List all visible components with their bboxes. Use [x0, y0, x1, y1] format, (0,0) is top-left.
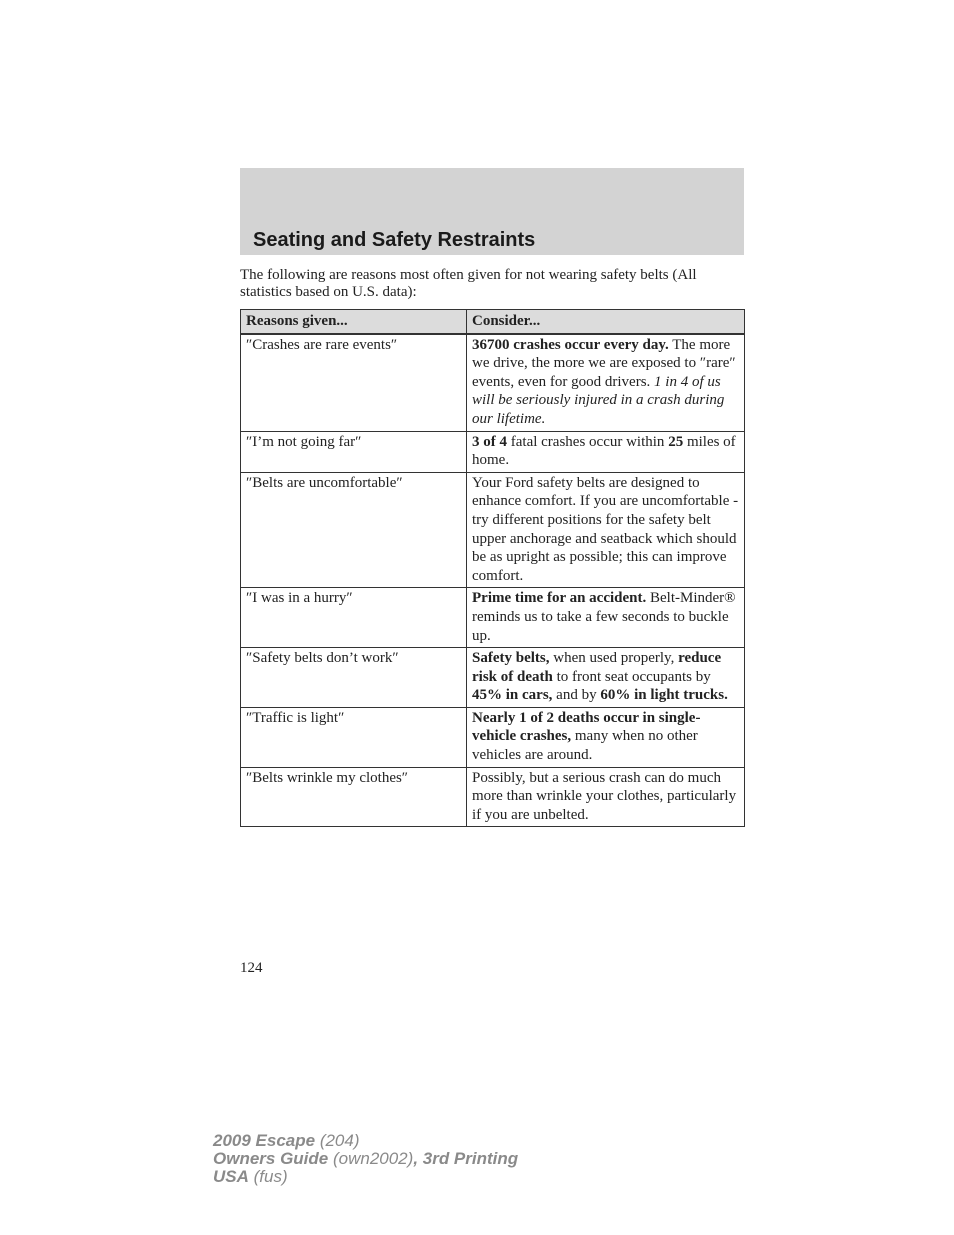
- footer-line-2: [213, 1150, 518, 1168]
- text-run: 2009 Escape: [213, 1131, 316, 1150]
- text-run: 36700 crashes occur every day.: [472, 336, 669, 353]
- reasons-table: [240, 309, 745, 827]
- text-run: Possibly, but a serious crash can do much more than wrinkle your clothes, particularly if you are unbelted.: [472, 769, 737, 823]
- table-row: [241, 334, 745, 431]
- text-run: 3 of 4: [472, 433, 507, 450]
- reason-cell: ″Traffic is light″: [241, 707, 467, 767]
- consider-cell: [467, 431, 745, 472]
- header-consider: Consider...: [467, 310, 745, 334]
- consider-cell: [467, 472, 745, 588]
- text-run: 45% in cars,: [472, 687, 553, 704]
- text-run: , 3rd Printing: [413, 1149, 519, 1168]
- table-row: [241, 472, 745, 588]
- table-header-row: [241, 310, 745, 334]
- page-number: 124: [240, 960, 263, 976]
- intro-paragraph: The following are reasons most often given for not wearing safety belts (All statistics based on U.S. data):: [240, 267, 697, 300]
- table-row: [241, 648, 745, 708]
- consider-cell: [467, 588, 745, 648]
- text-run: fatal crashes occur within: [507, 433, 669, 450]
- table-row: [241, 431, 745, 472]
- text-run: Your Ford safety belts are designed to enhance comfort. If you are uncomfortable - try different positions for the safety belt upper anchorage and seatback which should be as upright as possible; this can improve comfort.: [472, 474, 739, 584]
- text-run: 60% in light trucks.: [600, 687, 728, 704]
- text-run: reduce risk of death: [472, 650, 722, 685]
- reason-cell: ″I was in a hurry″: [241, 588, 467, 648]
- section-title: Seating and Safety Restraints: [253, 229, 536, 251]
- reason-cell: ″Safety belts don’t work″: [241, 648, 467, 708]
- text-run: Prime time for an accident.: [472, 590, 647, 607]
- reason-cell: ″Crashes are rare events″: [241, 334, 467, 431]
- text-run: Safety belts,: [472, 650, 550, 667]
- table-row: [241, 588, 745, 648]
- section-header: [240, 168, 744, 255]
- reason-cell: ″I’m not going far″: [241, 431, 467, 472]
- text-run: 1 in 4 of us will be seriously injured in a crash during our lifetime.: [472, 373, 725, 427]
- text-run: and by: [552, 687, 601, 704]
- consider-cell: [467, 707, 745, 767]
- text-run: USA: [213, 1167, 249, 1186]
- reason-cell: ″Belts wrinkle my clothes″: [241, 767, 467, 827]
- consider-cell: [467, 767, 745, 827]
- text-run: to front seat occupants by: [552, 668, 711, 685]
- consider-cell: [467, 334, 745, 431]
- footer-line-1: [213, 1132, 518, 1150]
- reason-cell: ″Belts are uncomfortable″: [241, 472, 467, 588]
- text-run: when used properly,: [549, 650, 679, 667]
- text-run: 25: [668, 433, 684, 450]
- text-run: many when no other vehicles are around.: [472, 728, 698, 764]
- text-run: (own2002): [328, 1149, 414, 1168]
- text-run: (204): [315, 1131, 360, 1150]
- consider-cell: [467, 648, 745, 708]
- table-body: [241, 334, 745, 827]
- header-reasons: Reasons given...: [241, 310, 467, 334]
- table-row: [241, 767, 745, 827]
- text-run: miles of home.: [472, 433, 736, 469]
- footer: [213, 1132, 518, 1186]
- table-row: [241, 707, 745, 767]
- text-run: Belt-Minder® reminds us to take a few seconds to buckle up.: [472, 590, 736, 644]
- footer-line-3: [213, 1168, 518, 1186]
- text-run: The more we drive, the more we are exposed to ″rare″ events, even for good drivers.: [472, 336, 736, 390]
- text-run: (fus): [248, 1167, 288, 1186]
- text-run: Nearly 1 of 2 deaths occur in single-vehicle crashes,: [472, 709, 701, 745]
- text-run: Owners Guide: [213, 1149, 329, 1168]
